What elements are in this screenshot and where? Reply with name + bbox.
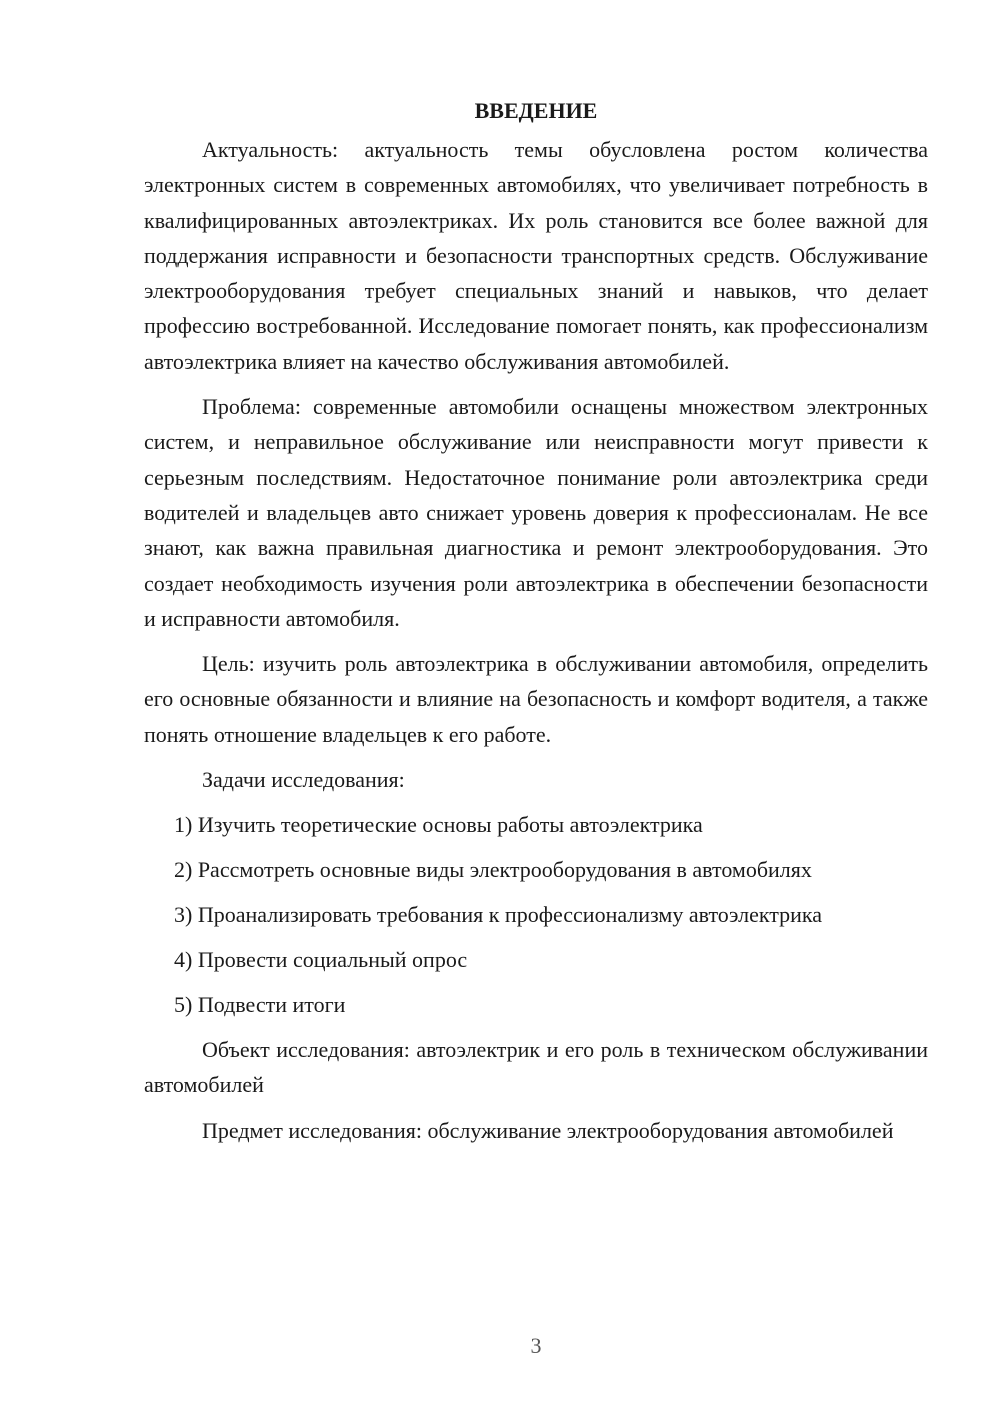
problem-paragraph: Проблема: современные автомобили оснащены множеством электронных систем, и неправильное обслуживание или неисправности могут привести к серьезным последствиям. Недостаточное понимание роли автоэлектрика среди водителей и владельцев авто снижает уровень доверия к профессионалам. Не все знают, как важна правильная диагностика и ремонт электрооборудования. Это создает необходимость изучения роли автоэлектрика в обеспечении безопасности и исправности автомобиля. bbox=[144, 394, 928, 631]
tasks-heading: Задачи исследования: bbox=[202, 767, 405, 793]
goal-paragraph: Цель: изучить роль автоэлектрика в обслуживании автомобиля, определить его основные обязанности и влияние на безопасность и комфорт водителя, а также понять отношение владельцев к его работе. bbox=[144, 651, 928, 747]
section-title: ВВЕДЕНИЕ bbox=[474, 98, 598, 123]
page-content bbox=[144, 96, 928, 1148]
relevance-paragraph: Актуальность: актуальность темы обусловлена ростом количества электронных систем в современных автомобилях, что увеличивает потребность в квалифицированных автоэлектриках. Их роль становится все более важной для поддержания исправности и безопасности транспортных средств. Обслуживание электрооборудования требует специальных знаний и навыков, что делает профессию востребованной. Исследование помогает понять, как профессионализм автоэлектрика влияет на качество обслуживания автомобилей. bbox=[144, 137, 928, 374]
task-item: 3) Проанализировать требования к профессионализму автоэлектрика bbox=[174, 902, 823, 928]
page-number: 3 bbox=[530, 1333, 542, 1358]
task-item: 5) Подвести итоги bbox=[174, 992, 346, 1018]
task-item: 1) Изучить теоретические основы работы автоэлектрика bbox=[174, 812, 703, 838]
task-item: 4) Провести социальный опрос bbox=[174, 947, 468, 973]
task-item: 2) Рассмотреть основные виды электрооборудования в автомобилях bbox=[174, 857, 812, 883]
subject-paragraph: Предмет исследования: обслуживание электрооборудования автомобилей bbox=[202, 1117, 894, 1143]
tasks-list bbox=[144, 807, 928, 1022]
object-paragraph: Объект исследования: автоэлектрик и его роль в техническом обслуживании автомобилей bbox=[144, 1037, 928, 1098]
